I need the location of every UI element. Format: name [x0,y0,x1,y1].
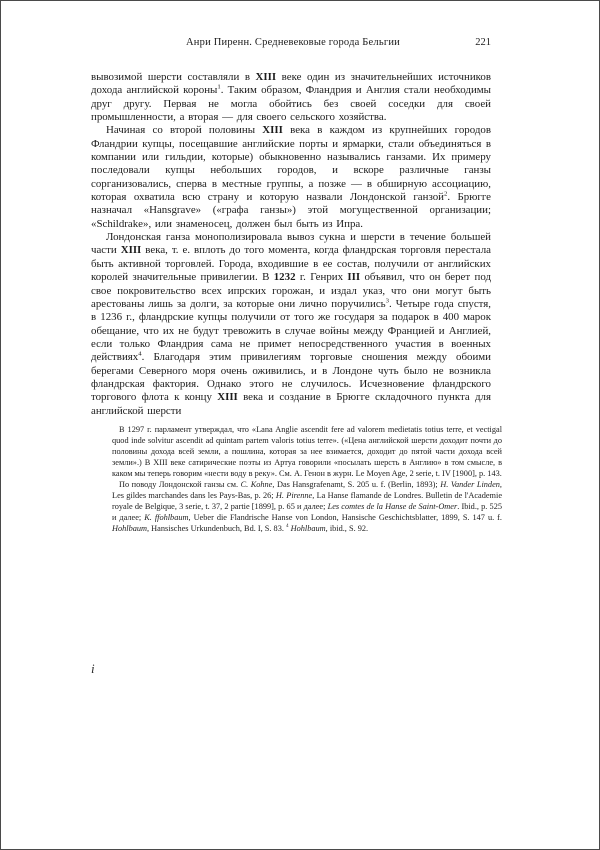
body-text [91,71,491,418]
paragraph-continuation: вывозимой шерсти составляли в XIII веке один из значительнейших источников дохода английской короны$^1$. Таким образом, Фландрия и Англия стали необходимы друг другу. Первая не могла обойтись без своей соседки для своей промышленности, а вторая — для своего сельского хозяйства. [91,71,491,124]
running-title: Анри Пиренн. Средневековые города Бельгии [186,37,400,48]
footnote-2: По поводу Лондонской ганзы см. C. Kohne, Das Hansgrafenamt, S. 205 u. f. (Berlin, 1893); H. Vander Linden, Les gildes marchandes dans les Pays-Bas, p. 26; H. Pirenne, La Hanse flamande de Londres. Bulletin de l'Academie royale de Belgique, 3 serie, t. 37, 2 partie [1899], p. 65 и далее; Les comtes de la Hanse de Saint-Omer. Ibid., p. 525 и далее; K. ffohlbaum, Ueber die Flandrische Hanse von London, Hansische Geschichtsblatter, 1899, S. 147 u. f. Hohlbaum, Hansisches Urkundenbuch, Bd. I, S. 83. $^4$ Hohlbaum, ibid., S. 92. [112,480,503,533]
paragraph-hanses: Начиная со второй половины XIII века в каждом из крупнейших городов Фландрии купцы, посещавшие английские порты и ярмарки, стали объединяться в компании или гильдии, которые) обыкновенно назывались ганзами. Их примеру последовали купцы небольших городов, и вскоре различные ганзы сорганизовались, сперва в местные группы, а позже — в обширную ассоциацию, которая охватила всю страну и которую назвали Лондонской ганзой$^2$. Брюгге назначал «Hansgrave» («графа ганзы») этой могущественной организации; «Schildrake», или знаменосец, должен был быть из Ипра. [91,124,492,230]
page-header [91,37,491,48]
paragraph-london-hanse: Лондонская ганза монополизировала вывоз сукна и шерсти в течение большей части XIII века, т. е. вплоть до того момента, когда фландрская торговля перестала быть активной торговлей. Города, входившие в ее состав, получили от английских королей значительные привилегии. В 1232 г. Генрих III объявил, что он берет под свое покровительство всех ипрских горожан, и издал указ, что они могут быть арестованы лишь за долги, за которые они лично поручились$^3$. Четыре года спустя, в 1236 г., фландрские купцы получили от того же государя за подарок в 400 марок обещание, что их не будут тревожить в случае войны между Францией и Англией, если только Фландрия сама не примет непосредственного участия в военных действиях$^4$. Благодаря этим привилегиям торговые сношения между обоими берегами Северного моря очень оживились, и в Лондоне чуть было не возникла фландрская фактория. Однако этого не случилось. Исчезновение фландрского торгового флота к концу XIII века и создание в Брюгге складочного пункта для английской шерсти [91,231,491,417]
footnote-1: В 1297 г. парламент утверждал, что «Lana Anglie ascendit fere ad valorem medietatis totius terre, et vectigal quod inde solvitur ascendit ad quintam partem valoris totius terre». («Цена английской шерсти доходит почти до половины дохода всей земли, а пошлина, которая за нее взимается, доходит до пятой части дохода всей земли».) В XIII веке сатирические поэты из Артуа говорили «посылать шерсть в Англию» в том смысле, в каком мы теперь говорим «нести воду в реку». См. А. Генон в журн. Le Moyen Age, 2 serie, t. IV [1900], p. 143. [112,425,502,478]
footnotes-section [112,424,502,534]
stray-mark: i [91,661,95,676]
page-number: 221 [475,37,491,48]
